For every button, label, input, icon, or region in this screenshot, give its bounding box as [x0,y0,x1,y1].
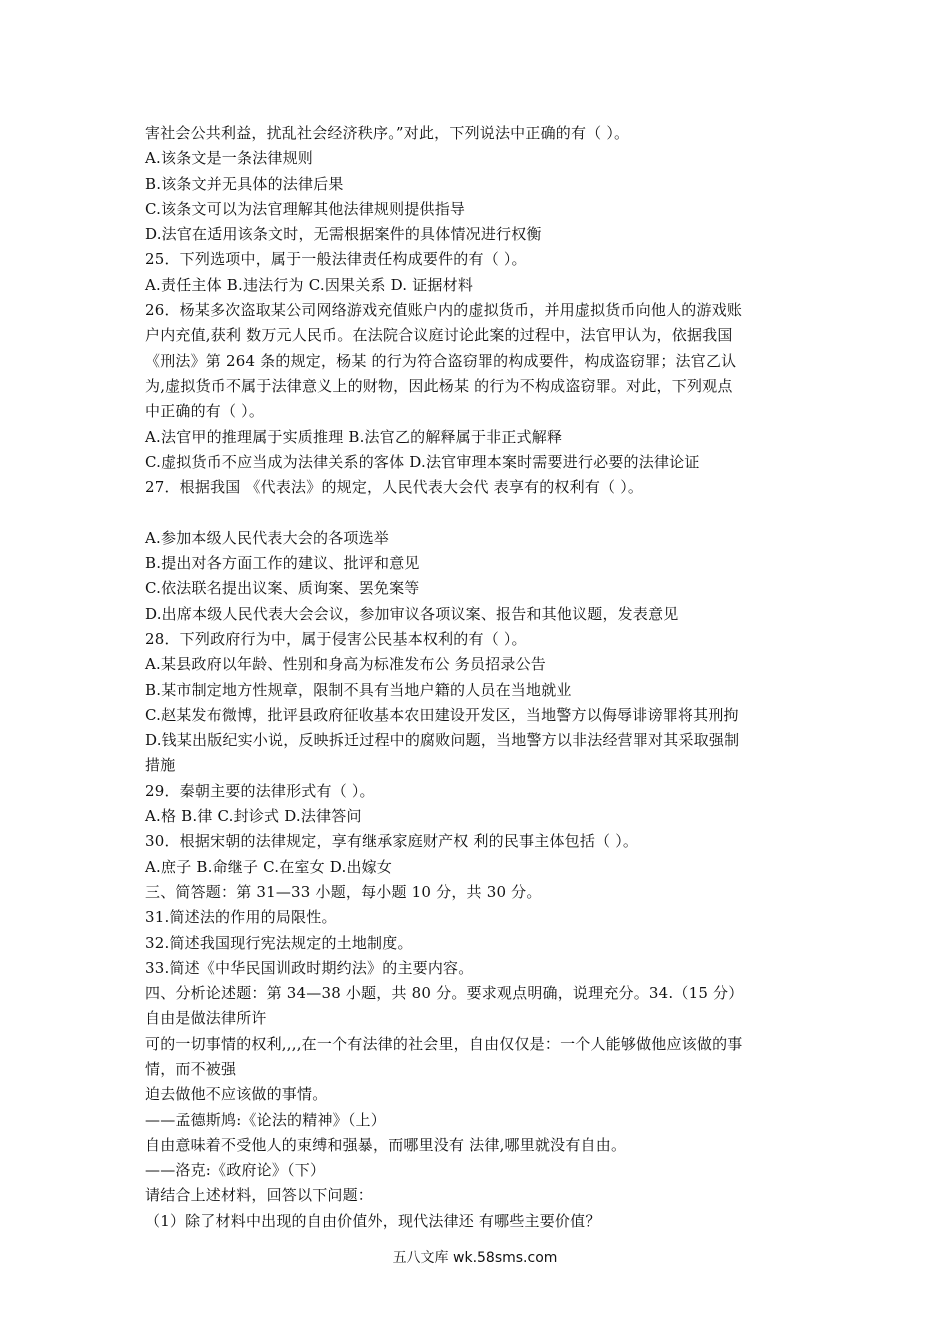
text-line: A.某县政府以年龄、性别和身高为标准发布公 务员招录公告 [145,655,546,674]
text-line: C.该条文可以为法官理解其他法律规则提供指导 [145,199,466,218]
text-line: 情，而不被强 [145,1059,237,1078]
text-block-1 [145,121,810,500]
text-block-2 [145,526,810,1234]
text-line: 26．杨某多次盗取某公司网络游戏充值账户内的虚拟货币，并用虚拟货币向他人的游戏账 [145,301,743,320]
text-line: A.格 B.律 C.封诊式 D.法律答问 [145,807,362,826]
text-line: 30．根据宋朝的法律规定，享有继承家庭财产权 利的民事主体包括（ ）。 [145,832,639,851]
text-line: 《刑法》第 264 条的规定，杨某 的行为符合盗窃罪的构成要件，构成盗窃罪；法官乙认 [145,351,737,370]
text-line: C.虚拟货币不应当成为法律关系的客体 D.法官审理本案时需要进行必要的法律论证 [145,452,700,471]
text-line: A.责任主体 B.违法行为 C.因果关系 D. 证据材料 [145,275,474,294]
text-line: D.出席本级人民代表大会会议，参加审议各项议案、报告和其他议题，发表意见 [145,604,679,623]
text-line: 户内充值,获利 数万元人民币。在法院合议庭讨论此案的过程中，法官甲认为，依据我国 [145,326,733,345]
text-line: 四、分析论述题：第 34—38 小题，共 80 分。要求观点明确，说理充分。34.（15 分） [145,984,744,1003]
text-line: D.法官在适用该条文时，无需根据案件的具体情况进行权衡 [145,225,542,244]
text-line: 中正确的有（ ）。 [145,402,265,421]
text-line: 请结合上述材料，回答以下问题： [145,1186,374,1205]
text-line: 33.简述《中华民国训政时期约法》的主要内容。 [145,958,474,977]
text-line: B.该条文并无具体的法律后果 [145,174,344,193]
text-line: 自由意味着不受他人的束缚和强暴，而哪里没有 法律,哪里就没有自由。 [145,1135,627,1154]
text-line: A.庶子 B.命继子 C.在室女 D.出嫁女 [145,857,393,876]
text-line: 迫去做他不应该做的事情。 [145,1085,328,1104]
text-line: A.该条文是一条法律规则 [145,149,314,168]
text-line: A.法官甲的推理属于实质推理 B.法官乙的解释属于非正式解释 [145,427,563,446]
text-line: 25．下列选项中，属于一般法律责任构成要件的有（ ）。 [145,250,527,269]
text-line: C.依法联名提出议案、质询案、罢免案等 [145,579,420,598]
text-line: ——孟德斯鸠:《论法的精神》（上） [145,1110,386,1129]
text-line: 三、简答题：第 31—33 小题，每小题 10 分，共 30 分。 [145,882,542,901]
text-line: 28．下列政府行为中，属于侵害公民基本权利的有（ ）。 [145,629,527,648]
text-line: A.参加本级人民代表大会的各项选举 [145,528,390,547]
text-line: 措施 [145,756,176,775]
text-line: （1）除了材料中出现的自由价值外，现代法律还 有哪些主要价值？ [145,1211,601,1230]
text-line: 可的一切事情的权利,,,,在一个有法律的社会里，自由仅仅是：一个人能够做他应该做的事 [145,1034,743,1053]
text-line: 自由是做法律所许 [145,1009,267,1028]
text-line: 31.简述法的作用的局限性。 [145,908,337,927]
text-line: C.赵某发布微博，批评县政府征收基本农田建设开发区，当地警方以侮辱诽谤罪将其刑拘 [145,705,739,724]
text-line: D.钱某出版纪实小说，反映拆迁过程中的腐败问题，当地警方以非法经营罪对其采取强制 [145,731,740,750]
text-line: 29．秦朝主要的法律形式有（ ）。 [145,781,375,800]
text-line: ——洛克:《政府论》（下） [145,1161,326,1180]
document-body [145,121,810,1234]
text-line: 为,虚拟货币不属于法律意义上的财物，因此杨某 的行为不构成盗窃罪。对此，下列观点 [145,376,733,395]
footer-watermark: 五八文库 wk.58sms.com [392,1250,558,1266]
text-line: 27．根据我国 《代表法》的规定，人民代表大会代 表享有的权利有（ ）。 [145,478,644,497]
text-line: B.某市制定地方性规章，限制不具有当地户籍的人员在当地就业 [145,680,572,699]
blank-line [145,500,810,525]
text-line: 害社会公共利益，扰乱社会经济秩序。”对此，下列说法中正确的有（ ）。 [145,124,630,142]
text-line: 32.简述我国现行宪法规定的土地制度。 [145,933,413,952]
text-line: B.提出对各方面工作的建议、批评和意见 [145,554,420,573]
